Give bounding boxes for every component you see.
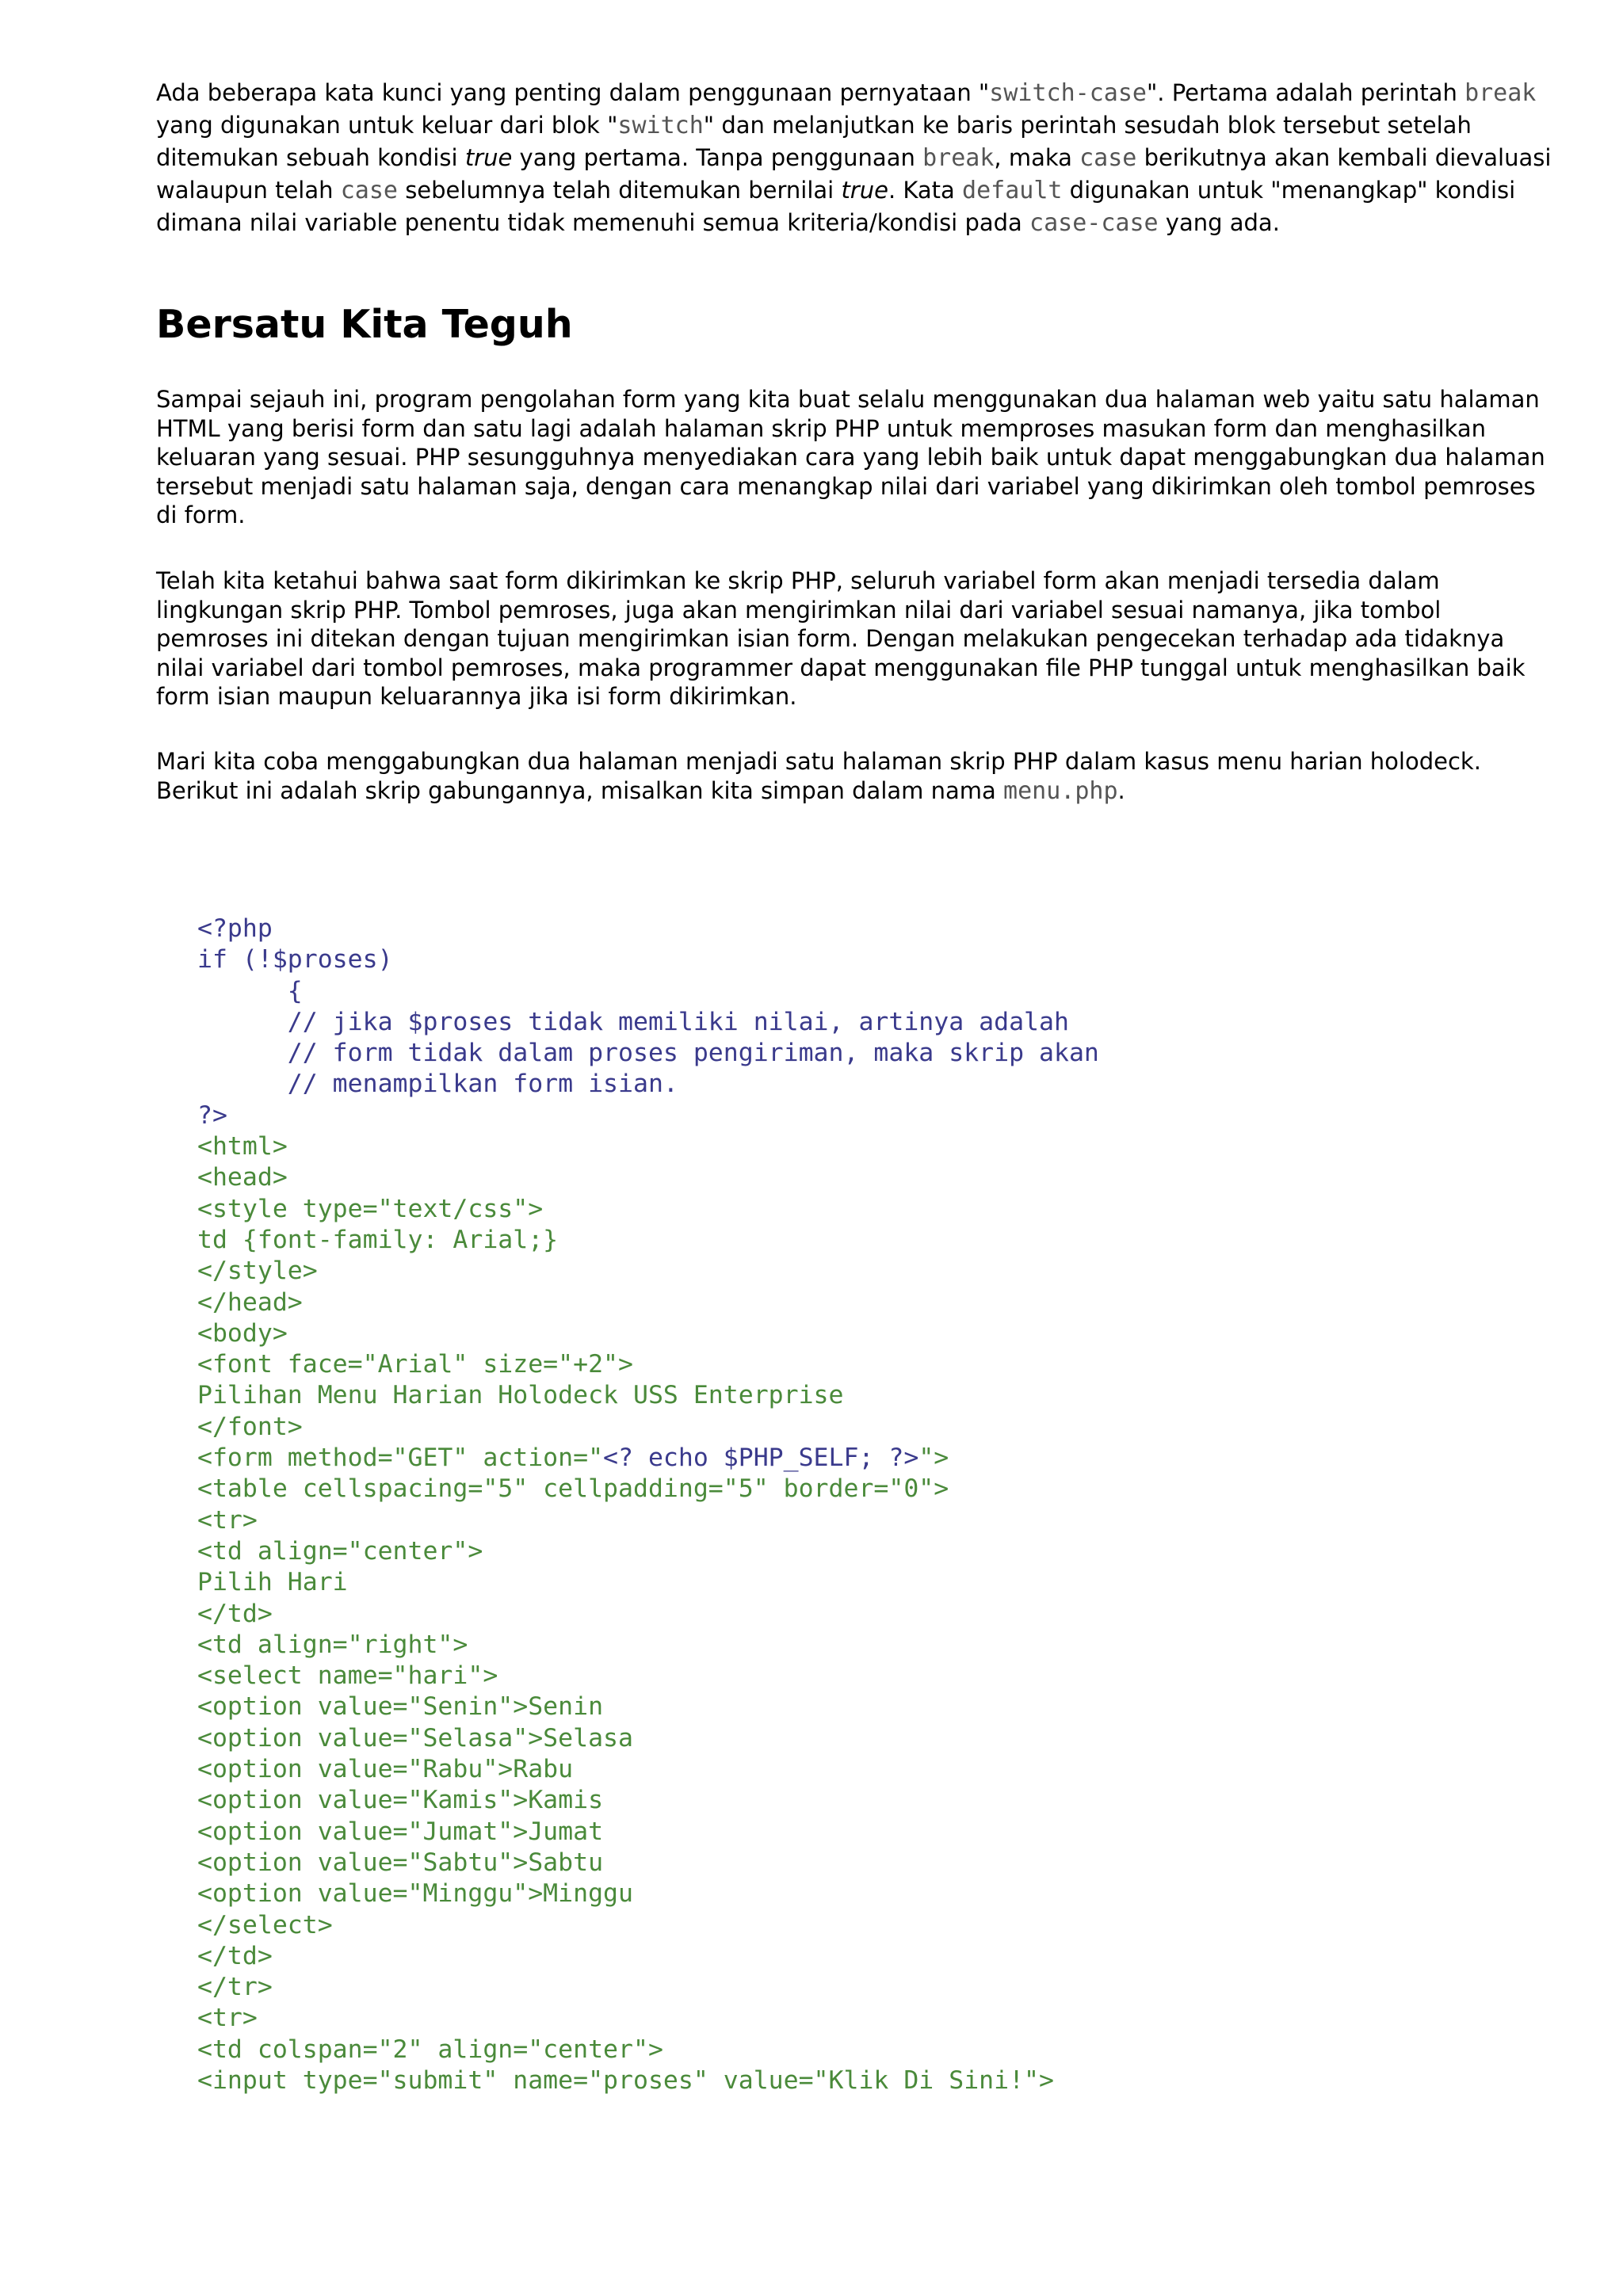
code-line: td {font-family: Arial;}: [197, 1225, 559, 1254]
inline-code: switch-case: [989, 79, 1147, 107]
code-line: <style type="text/css">: [197, 1194, 544, 1223]
code-line: <tr>: [197, 1505, 258, 1535]
code-line: </style>: [197, 1257, 318, 1286]
code-line: <option value="Kamis">Kamis: [197, 1786, 604, 1815]
inline-code: switch: [617, 112, 704, 139]
text-span: sebelumnya telah ditemukan bernilai: [397, 177, 842, 204]
code-line: <option value="Rabu">Rabu: [197, 1755, 574, 1784]
inline-code: case-case: [1029, 209, 1159, 237]
code-line: <td align="right">: [197, 1630, 468, 1659]
text-span: ". Pertama adalah perintah: [1146, 79, 1465, 106]
text-span: digunakan untuk "menangkap" kondisi dimana nilai variable penentu tidak memenuhi semua kriteria/kondisi pada: [156, 177, 1516, 236]
code-line: <td colspan="2" align="center">: [197, 2035, 663, 2064]
text-span: berikutnya akan kembali dievaluasi walaupun telah: [156, 144, 1552, 204]
inline-code: case: [1079, 144, 1137, 172]
code-line: <?php: [197, 914, 273, 943]
code-line: <font face="Arial" size="+2">: [197, 1350, 633, 1379]
paragraph-menu-script: [156, 747, 1559, 806]
code-line: <tr>: [197, 2004, 258, 2033]
code-line: </select>: [197, 1910, 333, 1939]
code-fragment: <form method="GET" action=": [197, 1444, 604, 1473]
code-listing: [197, 913, 1099, 2096]
text-span: yang pertama. Tanpa penggunaan: [512, 144, 923, 171]
text-span: yang ada.: [1158, 209, 1280, 236]
inline-code: break: [922, 144, 995, 172]
code-line: <option value="Senin">Senin: [197, 1692, 604, 1722]
code-line: </font>: [197, 1412, 303, 1441]
emphasis: true: [464, 144, 513, 171]
code-line: <option value="Jumat">Jumat: [197, 1817, 604, 1846]
code-comment-line: // menampilkan form isian.: [197, 1070, 678, 1099]
text-span: Mari kita coba menggabungkan dua halaman menjadi satu halaman skrip PHP dalam kasus menu harian holodeck. Berikut ini adalah skrip gabungannya, misalkan kita simpan dalam nama: [156, 748, 1481, 804]
section-heading: Bersatu Kita Teguh: [156, 302, 573, 347]
code-fragment-php: <? echo $PHP_SELF; ?>: [603, 1444, 919, 1473]
code-line: Pilihan Menu Harian Holodeck USS Enterprise: [197, 1381, 844, 1410]
code-line: <option value="Sabtu">Sabtu: [197, 1848, 604, 1877]
code-line: <table cellspacing="5" cellpadding="5" border="0">: [197, 1474, 949, 1504]
paragraph-form-variables: Telah kita ketahui bahwa saat form dikirimkan ke skrip PHP, seluruh variabel form akan menjadi tersedia dalam lingkungan skrip PHP. Tombol pemroses, juga akan mengirimkan nilai dari variabel sesuai namanya, jika tombol pemroses ini ditekan dengan tujuan mengirimkan isian form. Dengan melakukan pengecekan terhadap ada tidaknya nilai variabel dari tombol pemroses, maka programmer dapat menggunakan file PHP tunggal untuk menghasilkan baik form isian maupun keluarannya jika isi form dikirimkan.: [156, 567, 1526, 710]
inline-code-filename: menu.php: [1003, 776, 1118, 805]
code-fragment: ">: [918, 1444, 949, 1473]
code-line-form: [197, 1443, 1099, 1474]
code-line: if (!$proses): [197, 945, 393, 974]
inline-code: case: [340, 177, 398, 204]
inline-code: break: [1465, 79, 1537, 107]
code-line: Pilih Hari: [197, 1568, 348, 1597]
text-span: , maka: [994, 144, 1080, 171]
code-line: </tr>: [197, 1973, 273, 2002]
code-line: <html>: [197, 1132, 288, 1161]
code-comment-line: // jika $proses tidak memiliki nilai, artinya adalah: [197, 1007, 1069, 1036]
code-line: <head>: [197, 1163, 288, 1192]
code-line: </td>: [197, 1599, 273, 1628]
code-line: <option value="Minggu">Minggu: [197, 1879, 633, 1909]
code-line: ?>: [197, 1100, 227, 1130]
text-span: " dan melanjutkan ke baris perintah sesudah blok tersebut setelah ditemukan sebuah kondisi: [156, 112, 1472, 171]
text-span: . Kata: [888, 177, 963, 204]
inline-code: default: [962, 177, 1063, 204]
code-comment-line: // form tidak dalam proses pengiriman, maka skrip akan: [197, 1039, 1099, 1068]
text-span: .: [1117, 776, 1125, 804]
code-line: </td>: [197, 1941, 273, 1970]
code-line: <body>: [197, 1318, 288, 1348]
text-span: yang digunakan untuk keluar dari blok ": [156, 112, 618, 139]
text-span: Ada beberapa kata kunci yang penting dalam penggunaan pernyataan ": [156, 79, 990, 106]
code-line: </head>: [197, 1287, 303, 1317]
code-line: {: [197, 976, 303, 1005]
emphasis: true: [841, 177, 888, 204]
code-line: <select name="hari">: [197, 1661, 498, 1691]
paragraph-intro: Sampai sejauh ini, program pengolahan form yang kita buat selalu menggunakan dua halaman web yaitu satu halaman HTML yang berisi form dan satu lagi adalah halaman skrip PHP untuk memproses masukan form dan menghasilkan keluaran yang sesuai. PHP sesungguhnya menyediakan cara yang lebih baik untuk dapat menggabungkan dua halaman tersebut menjadi satu halaman saja, dengan cara menangkap nilai dari variabel yang dikirimkan oleh tombol pemroses di form.: [156, 386, 1545, 528]
code-line: <td align="center">: [197, 1536, 483, 1566]
paragraph-switch-case: [156, 77, 1559, 239]
code-line: <option value="Selasa">Selasa: [197, 1723, 633, 1753]
code-line: <input type="submit" name="proses" value="Klik Di Sini!">: [197, 2065, 1054, 2095]
